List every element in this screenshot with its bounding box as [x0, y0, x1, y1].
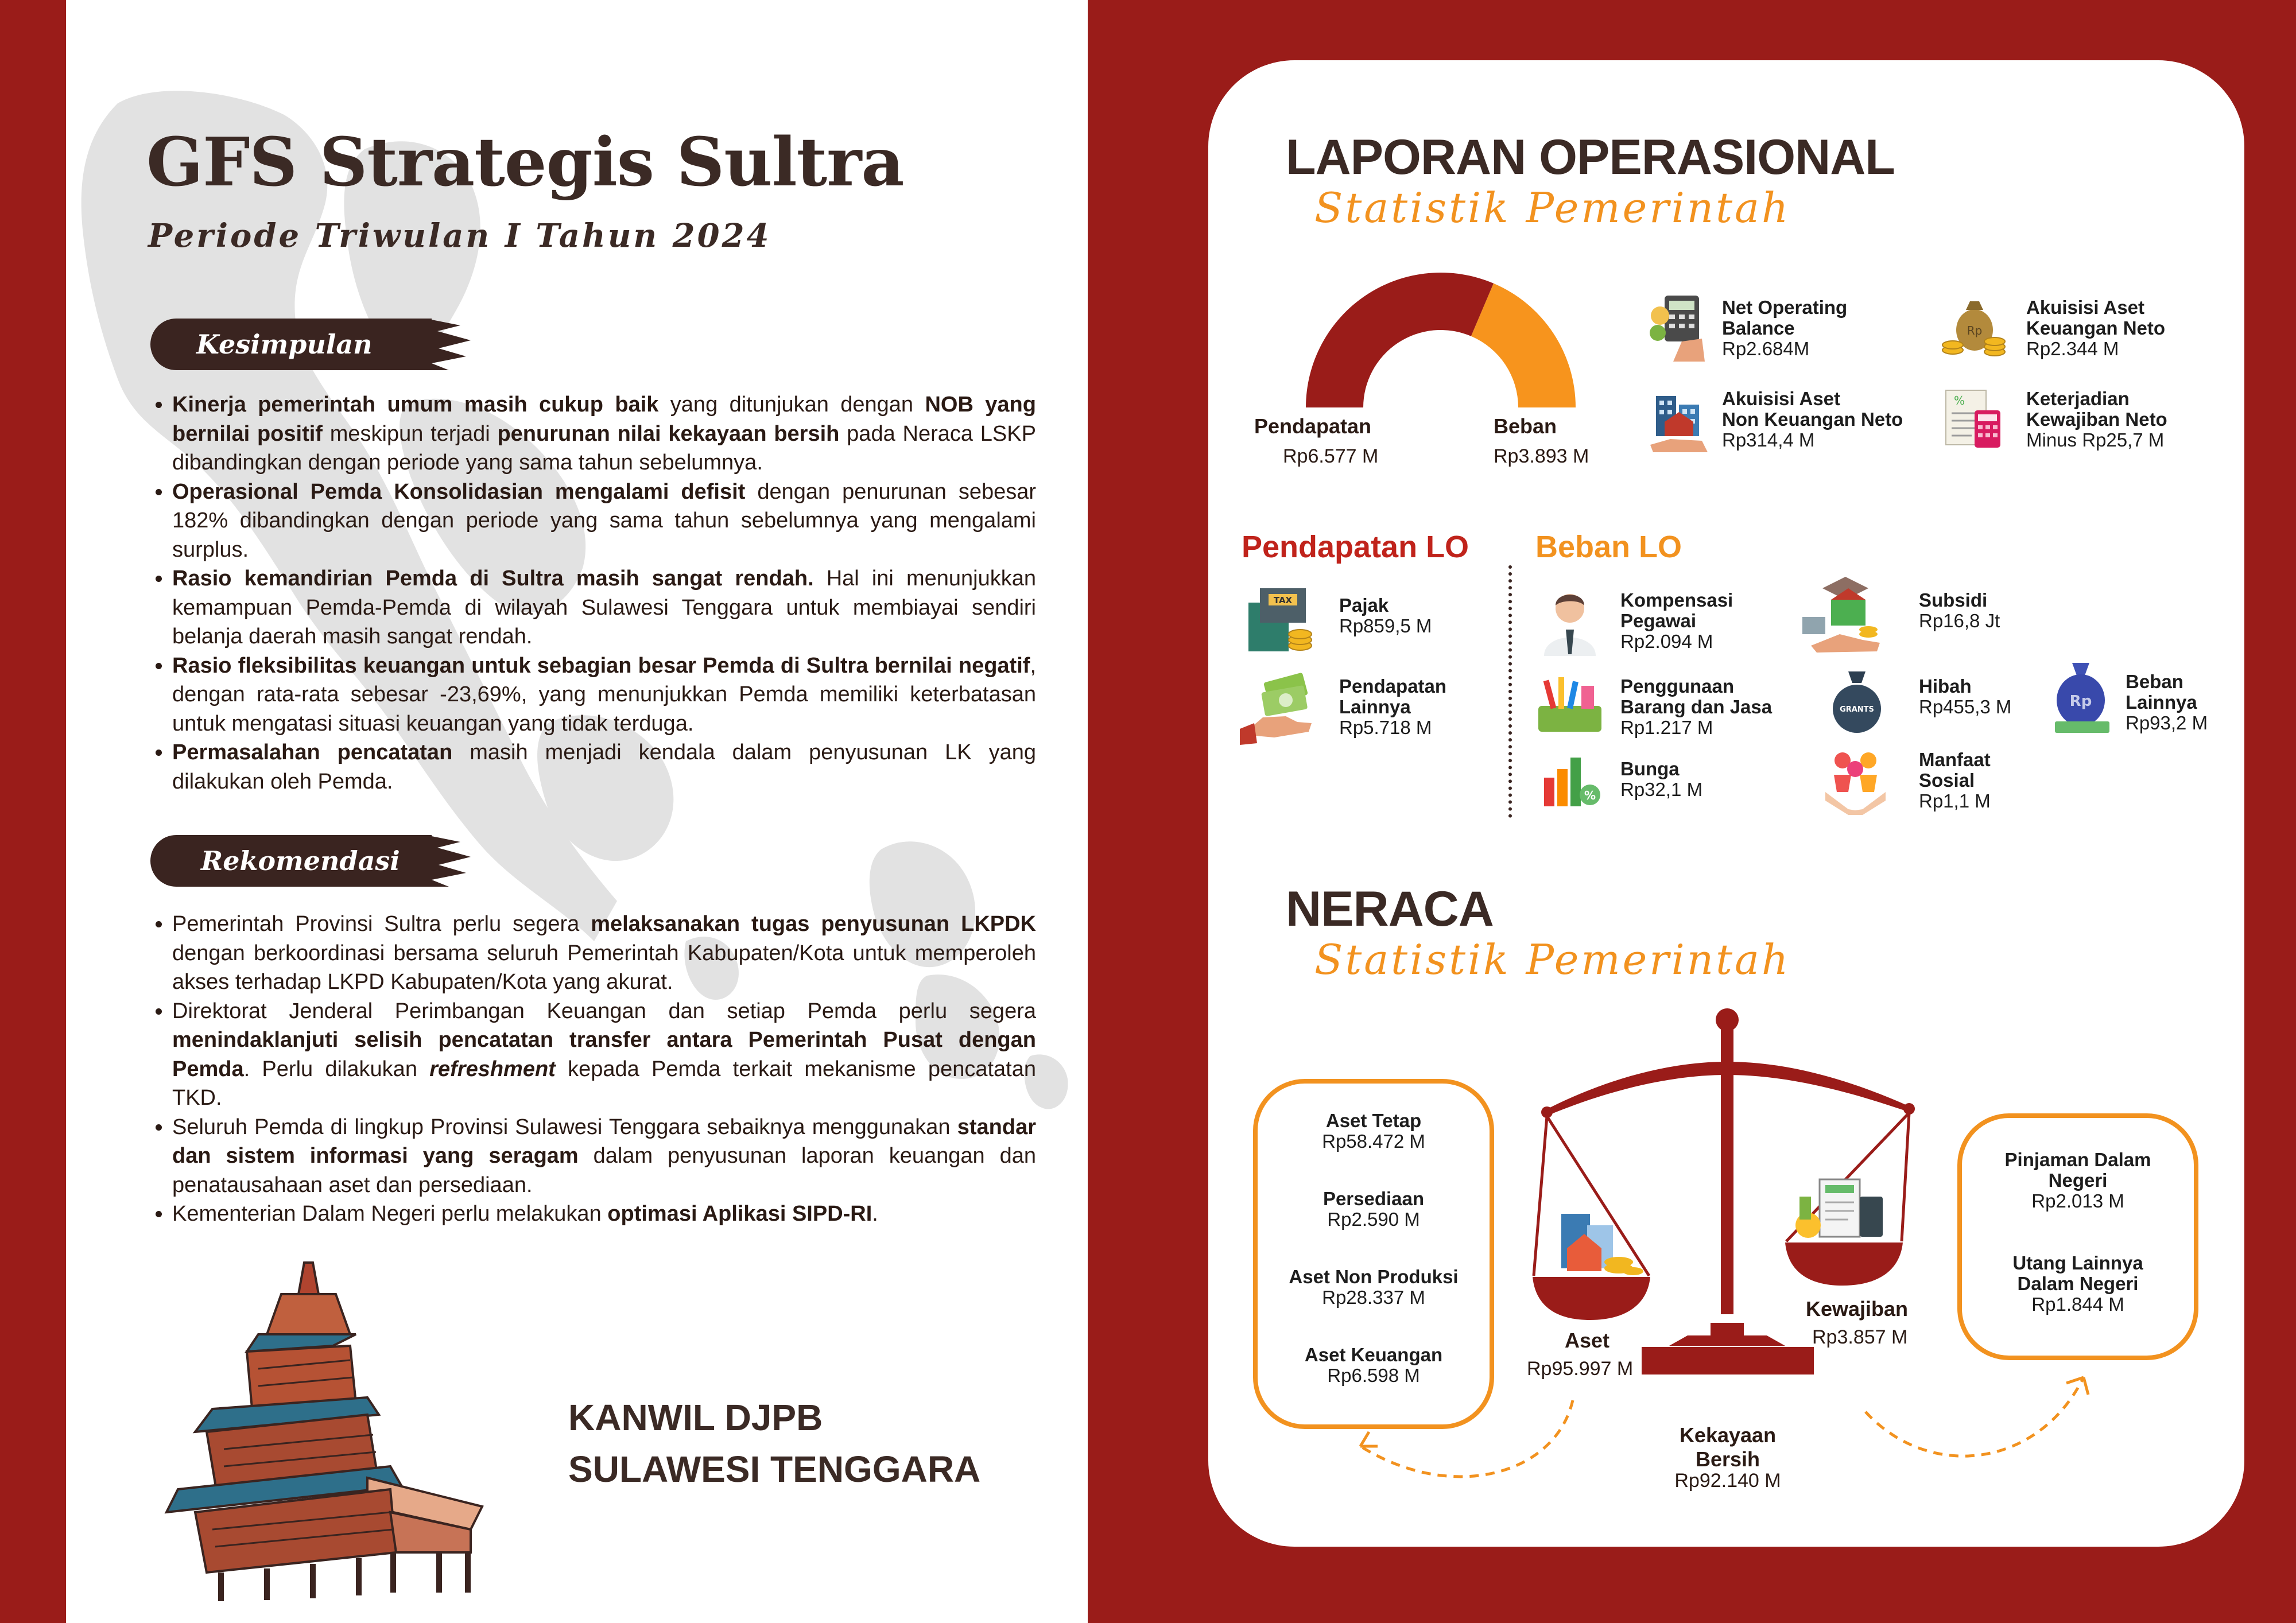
- stationery-supplies-icon: [1535, 674, 1604, 735]
- kewajiban-neto-line-2: Kewajiban Neto: [2026, 409, 2167, 430]
- beban-lainnya-label: [2126, 671, 2208, 733]
- utang-line-2: Dalam Negeri: [2017, 1273, 2139, 1294]
- gauge-beban-arc: [1471, 284, 1576, 407]
- hibah-value: Rp455,3 M: [1919, 696, 2012, 717]
- akuisisi-non-keuangan-label: [1722, 389, 1903, 451]
- svg-text:%: %: [1954, 394, 1965, 407]
- manfaat-sosial-label: [1919, 750, 1991, 812]
- buildings-hand-icon: [1647, 390, 1711, 456]
- pendapatan-label: Pendapatan: [1254, 414, 1372, 438]
- subsidi-label: [1919, 590, 2000, 631]
- kekayaan-line-1: Kekayaan: [1679, 1423, 1777, 1447]
- kekayaan-line-2: Bersih: [1695, 1447, 1760, 1471]
- grants-bag-icon: [1828, 666, 1886, 735]
- persediaan: [1253, 1189, 1494, 1230]
- persediaan-label: Persediaan: [1322, 1188, 1425, 1209]
- pendapatan-lainnya-label: [1339, 676, 1446, 738]
- kewajiban-neto-value: Minus Rp25,7 M: [2026, 429, 2165, 451]
- brush-stroke-decoration: [426, 319, 472, 370]
- pendapatan-value: Rp6.577 M: [1283, 445, 1379, 467]
- laporan-operasional-heading: LAPORAN OPERASIONAL: [1286, 130, 1895, 185]
- bullet-item: • Operasional Pemda Konsolidasian mengalami defisit dengan penurunan sebesar 182% dibandingkan dengan periode yang sama tahun sebelumnya yang mengalami surplus.: [172, 477, 1036, 565]
- svg-text:TAX: TAX: [1273, 595, 1293, 605]
- aset-value: Rp95.997 M: [1527, 1358, 1634, 1380]
- hibah-title: Hibah: [1919, 675, 1972, 697]
- pinjaman-line-1: Pinjaman Dalam: [2004, 1149, 2151, 1170]
- rekomendasi-header: [150, 835, 463, 887]
- aset-keuangan-label: Aset Keuangan: [1304, 1344, 1443, 1365]
- akuisisi-keuangan-line-2: Keuangan Neto: [2026, 317, 2166, 339]
- pendapatan-lo-heading: Pendapatan LO: [1242, 530, 1469, 564]
- aset-dashed-arrow: [1337, 1389, 1596, 1509]
- bunga-label: [1620, 759, 1702, 800]
- manfaat-line-1: Manfaat: [1919, 749, 1991, 770]
- cash-hand-icon: [1240, 671, 1317, 746]
- aset-tetap: [1253, 1111, 1494, 1152]
- aset-non-produksi-value: Rp28.337 M: [1322, 1287, 1425, 1308]
- lo-script-subtitle: Statistik Pemerintah: [1314, 184, 1791, 232]
- money-bag-coins-icon: [1940, 296, 2006, 362]
- aset-keuangan-value: Rp6.598 M: [1327, 1365, 1420, 1386]
- brush-stroke-decoration: [426, 835, 472, 887]
- akuisisi-keuangan-label: [2026, 297, 2165, 359]
- aset-tetap-value: Rp58.472 M: [1322, 1131, 1425, 1152]
- manfaat-value: Rp1,1 M: [1919, 790, 1991, 812]
- kewajiban-neto-line-1: Keterjadian: [2026, 388, 2130, 409]
- bullet-item: • Direktorat Jenderal Perimbangan Keuangan dan setiap Pemda perlu segera menindaklanjuti selisih pencatatan transfer antara Pemerintah Pusat dengan Pemda. Perlu dilakukan refreshment kepada Pemda terkait mekanisme pencatatan TKD.: [172, 997, 1036, 1113]
- svg-text:Rp: Rp: [1967, 324, 1983, 337]
- kanwil-line-1: KANWIL DJPB: [568, 1397, 823, 1438]
- pendapatan-lainnya-value: Rp5.718 M: [1339, 717, 1432, 738]
- beban-lainnya-value: Rp93,2 M: [2126, 712, 2208, 733]
- utang-value: Rp1.844 M: [2031, 1294, 2124, 1315]
- subsidy-hands-icon: [1799, 577, 1886, 654]
- beban-lainnya-line-2: Lainnya: [2126, 692, 2197, 713]
- beban-lainnya-line-1: Beban: [2126, 671, 2183, 692]
- kesimpulan-label: Kesimpulan: [150, 319, 432, 370]
- nob-value: Rp2.684M: [1722, 338, 1810, 359]
- akuisisi-non-value: Rp314,4 M: [1722, 429, 1815, 451]
- kompensasi-line-1: Kompensasi: [1620, 589, 1733, 611]
- nob-label: [1722, 297, 1847, 359]
- aset-tetap-label: Aset Tetap: [1325, 1110, 1422, 1131]
- beban-value: Rp3.893 M: [1494, 445, 1589, 467]
- pinjaman-dalam-negeri: [1957, 1150, 2198, 1212]
- barang-jasa-label: [1620, 676, 1772, 738]
- kekayaan-bersih-value: Rp92.140 M: [1674, 1470, 1781, 1492]
- manfaat-line-2: Sosial: [1919, 770, 1975, 791]
- neraca-heading: NERACA: [1286, 882, 1494, 937]
- aset-label: Aset: [1564, 1329, 1610, 1352]
- svg-text:GRANTS: GRANTS: [1840, 705, 1874, 714]
- kewajiban-dashed-arrow: [1860, 1366, 2101, 1486]
- svg-text:Rp: Rp: [2069, 693, 2092, 710]
- page-subtitle: Periode Triwulan I Tahun 2024: [148, 217, 771, 255]
- pajak-title: Pajak: [1339, 595, 1389, 616]
- gauge-pendapatan-arc: [1306, 273, 1494, 407]
- barang-value: Rp1.217 M: [1620, 717, 1713, 738]
- social-benefit-icon: [1822, 746, 1888, 815]
- kewajiban-neto-label: [2026, 389, 2167, 451]
- svg-text:%: %: [1584, 789, 1596, 802]
- pajak-label: [1339, 595, 1432, 636]
- kompensasi-pegawai-label: [1620, 590, 1733, 652]
- bullet-item: • Rasio fleksibilitas keuangan untuk sebagian besar Pemda di Sultra bernilai negatif, dengan rata-rata sebesar -23,69%, yang menunjukkan Pemda memiliki keterbatasan untuk mengatasi situasi keuangan yang tidak terduga.: [172, 651, 1036, 739]
- barang-line-2: Barang dan Jasa: [1620, 696, 1773, 717]
- beban-label: Beban: [1494, 414, 1557, 438]
- pendapatan-lainnya-line-2: Lainnya: [1339, 696, 1411, 717]
- invoice-calculator-icon: [1940, 387, 2006, 453]
- aset-keuangan: [1253, 1345, 1494, 1386]
- kesimpulan-header: [150, 319, 463, 370]
- pendapatan-lainnya-line-1: Pendapatan: [1339, 675, 1447, 697]
- nob-label-line-2: Balance: [1722, 317, 1795, 339]
- employee-icon: [1538, 588, 1601, 657]
- kewajiban-value: Rp3.857 M: [1812, 1326, 1908, 1348]
- kesimpulan-list: [149, 390, 1036, 796]
- interest-growth-icon: [1538, 752, 1601, 809]
- pinjaman-value: Rp2.013 M: [2031, 1190, 2124, 1212]
- akuisisi-non-line-2: Non Keuangan Neto: [1722, 409, 1903, 430]
- rekomendasi-list: [149, 910, 1036, 1229]
- pendapatan-beban-gauge: [1303, 270, 1578, 413]
- aset-non-produksi-label: Aset Non Produksi: [1289, 1266, 1459, 1287]
- bullet-item: • Pemerintah Provinsi Sultra perlu segera melaksanakan tugas penyusunan LKPDK dengan berkoordinasi bersama seluruh Pemerintah Kabupaten/Kota untuk memperoleh akses terhadap LKPD Kabupaten/Kota yang akurat.: [172, 910, 1036, 997]
- akuisisi-keuangan-line-1: Akuisisi Aset: [2026, 297, 2145, 318]
- traditional-house-illustration: [161, 1260, 528, 1604]
- persediaan-value: Rp2.590 M: [1327, 1209, 1420, 1230]
- neraca-script-subtitle: Statistik Pemerintah: [1314, 935, 1791, 984]
- bullet-item: • Kinerja pemerintah umum masih cukup baik yang ditunjukan dengan NOB yang bernilai positif meskipun terjadi penurunan nilai kekayaan bersih pada Neraca LSKP dibandingkan dengan periode yang sama tahun sebelumnya.: [172, 390, 1036, 477]
- pinjaman-line-2: Negeri: [2048, 1170, 2108, 1191]
- utang-lainnya: [1957, 1253, 2198, 1315]
- rekomendasi-label: Rekomendasi: [150, 835, 432, 887]
- kanwil-line-2: SULAWESI TENGGARA: [568, 1449, 981, 1490]
- page-title: GFS Strategis Sultra: [146, 123, 904, 201]
- calculator-hand-icon: [1647, 293, 1711, 362]
- pajak-value: Rp859,5 M: [1339, 615, 1432, 636]
- bunga-title: Bunga: [1620, 758, 1680, 779]
- hibah-label: [1919, 676, 2011, 717]
- subsidi-title: Subsidi: [1919, 589, 1988, 611]
- tax-document-icon: [1243, 585, 1317, 654]
- akuisisi-keuangan-value: Rp2.344 M: [2026, 338, 2119, 359]
- barang-line-1: Penggunaan: [1620, 675, 1735, 697]
- section-divider: [1508, 565, 1512, 818]
- kompensasi-line-2: Pegawai: [1620, 610, 1697, 631]
- money-bag-blue-icon: [2049, 657, 2115, 735]
- utang-line-1: Utang Lainnya: [2012, 1252, 2143, 1273]
- bullet-item: • Seluruh Pemda di lingkup Provinsi Sulawesi Tenggara sebaiknya menggunakan standar dan sistem informasi yang seragam dalam penyusunan laporan keuangan dan penatausahaan aset dan persediaan.: [172, 1113, 1036, 1200]
- subsidi-value: Rp16,8 Jt: [1919, 610, 2000, 631]
- bullet-item: • Rasio kemandirian Pemda di Sultra masih sangat rendah. Hal ini menunjukkan kemampuan Pemda-Pemda di wilayah Sulawesi Tenggara untuk membiayai sendiri belanja daerah masih sangat rendah.: [172, 564, 1036, 651]
- bunga-value: Rp32,1 M: [1620, 779, 1703, 800]
- bullet-item: • Permasalahan pencatatan masih menjadi kendala dalam penyusunan LK yang dilakukan oleh Pemda.: [172, 738, 1036, 796]
- kewajiban-label: Kewajiban: [1806, 1297, 1909, 1321]
- kekayaan-bersih-label: [1665, 1423, 1791, 1471]
- akuisisi-non-line-1: Akuisisi Aset: [1722, 388, 1841, 409]
- bullet-item: • Kementerian Dalam Negeri perlu melakukan optimasi Aplikasi SIPD-RI.: [172, 1199, 1036, 1229]
- kompensasi-value: Rp2.094 M: [1620, 631, 1713, 652]
- aset-non-produksi: [1253, 1267, 1494, 1308]
- beban-lo-heading: Beban LO: [1535, 530, 1682, 564]
- nob-label-line-1: Net Operating: [1722, 297, 1848, 318]
